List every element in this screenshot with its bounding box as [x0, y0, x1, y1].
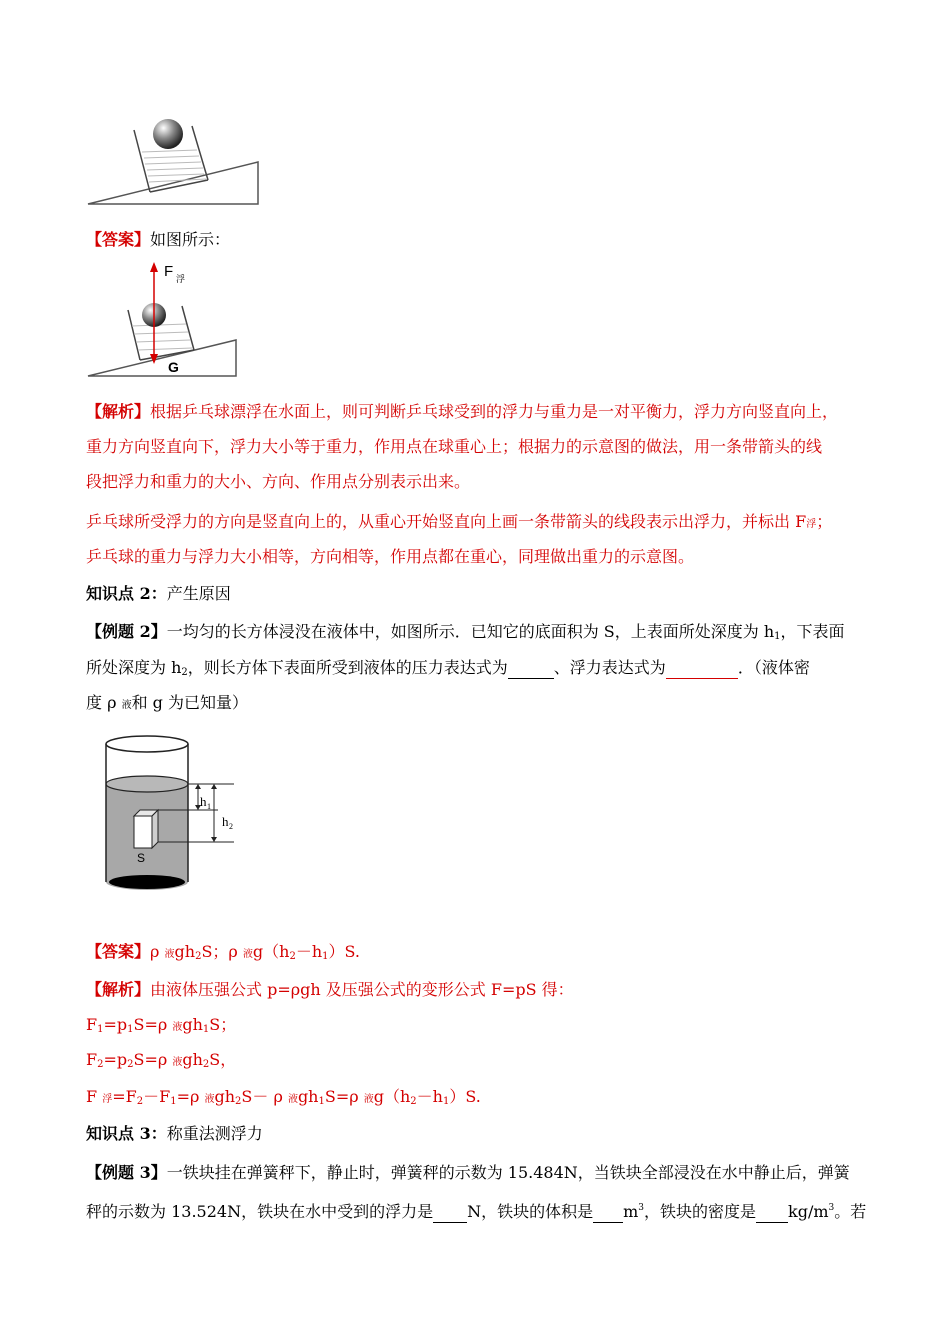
blank-pressure[interactable]	[508, 658, 554, 679]
answer-text: 如图所示：	[150, 230, 231, 249]
example-label: 【例题 2】	[86, 622, 167, 641]
force-g-label: G	[168, 359, 179, 375]
answer-2: 【答案】ρ 液$gh_2S$；ρ 液$g(h_2-h_1)S$.	[86, 942, 361, 962]
blank-volume[interactable]	[593, 1202, 623, 1223]
blank-buoyant-force[interactable]	[433, 1202, 467, 1223]
analysis-1-line-3: 段把浮力和重力的大小、方向、作用点分别表示出来。	[86, 472, 471, 491]
svg-text:1: 1	[207, 802, 211, 811]
knowledge-point-2: 知识点 2：产生原因	[86, 584, 231, 603]
example-3-line-2: 秤的示数为 13.524N，铁块在水中受到的浮力是 N，铁块的体积是 $m^3$，铁块的密度是 $kg/m^3$。若	[86, 1202, 867, 1221]
example-2-line-3: 度 ρ 液和 g 为已知量）	[86, 693, 249, 712]
blank-density[interactable]	[756, 1202, 788, 1223]
h2-label: h	[222, 814, 229, 829]
force-f-label: F	[164, 263, 174, 280]
answer-1	[86, 230, 230, 250]
figure-cylinder	[100, 730, 260, 900]
answer-label: 【答案】	[86, 230, 151, 249]
knowledge-point-3: 知识点 3：称重法测浮力	[86, 1124, 263, 1143]
example-2-line-2: 所处深度为 $h_2$，则长方体下表面所受到液体的压力表达式为 、浮力表达式为 ．（液体密	[86, 658, 810, 678]
example-3-line-1: 【例题 3】一铁块挂在弹簧秤下，静止时，弹簧秤的示数为 15.484N，当铁块全部浸没在水中静止后，弹簧	[86, 1163, 850, 1182]
analysis-label: 【解析】	[86, 402, 151, 421]
s-label: S	[137, 851, 146, 865]
h1-label: h	[200, 794, 207, 809]
analysis-1-line-2: 重力方向竖直向下，浮力大小等于重力，作用点在球重心上；根据力的示意图的做法，用一条带箭头的线	[86, 437, 823, 456]
figure-ball-on-incline	[86, 112, 266, 208]
analysis-1-line-5: 乒乓球的重力与浮力大小相等，方向相等，作用点都在重心，同理做出重力的示意图。	[86, 547, 695, 566]
example-2-line-1: 【例题 2】一均匀的长方体浸没在液体中，如图所示．已知它的底面积为 S，上表面所处深度为 $h_1$，下表面	[86, 622, 845, 642]
svg-text:2: 2	[229, 822, 233, 831]
equation-1: $F_1=p_1S=\rho$ 液$gh_1S$；	[86, 1015, 237, 1035]
analysis-1-line-4: 乒乓球所受浮力的方向是竖直向上的，从重心开始竖直向上画一条带箭头的线段表示出浮力，并标出 F浮；	[86, 512, 833, 531]
figure-force-diagram	[86, 260, 246, 378]
analysis-2: 【解析】由液体压强公式 p=ρgh 及压强公式的变形公式 F=pS 得：	[86, 980, 574, 999]
blank-buoyancy[interactable]	[666, 658, 738, 679]
equation-3: F 浮$=F_2-F_1=\rho$ 液$gh_2S- \rho$ 液$gh_1S=\rho$ 液$g(h_2-h_1)S$.	[86, 1087, 481, 1107]
analysis-1-line-1: 【解析】根据乒乓球漂浮在水面上，则可判断乒乓球受到的浮力与重力是一对平衡力，浮力方向竖直向上，	[86, 402, 839, 421]
equation-2: $F_2=p_2S=\rho$ 液$gh_2S$，	[86, 1050, 237, 1070]
force-f-sub: 浮	[176, 274, 186, 284]
